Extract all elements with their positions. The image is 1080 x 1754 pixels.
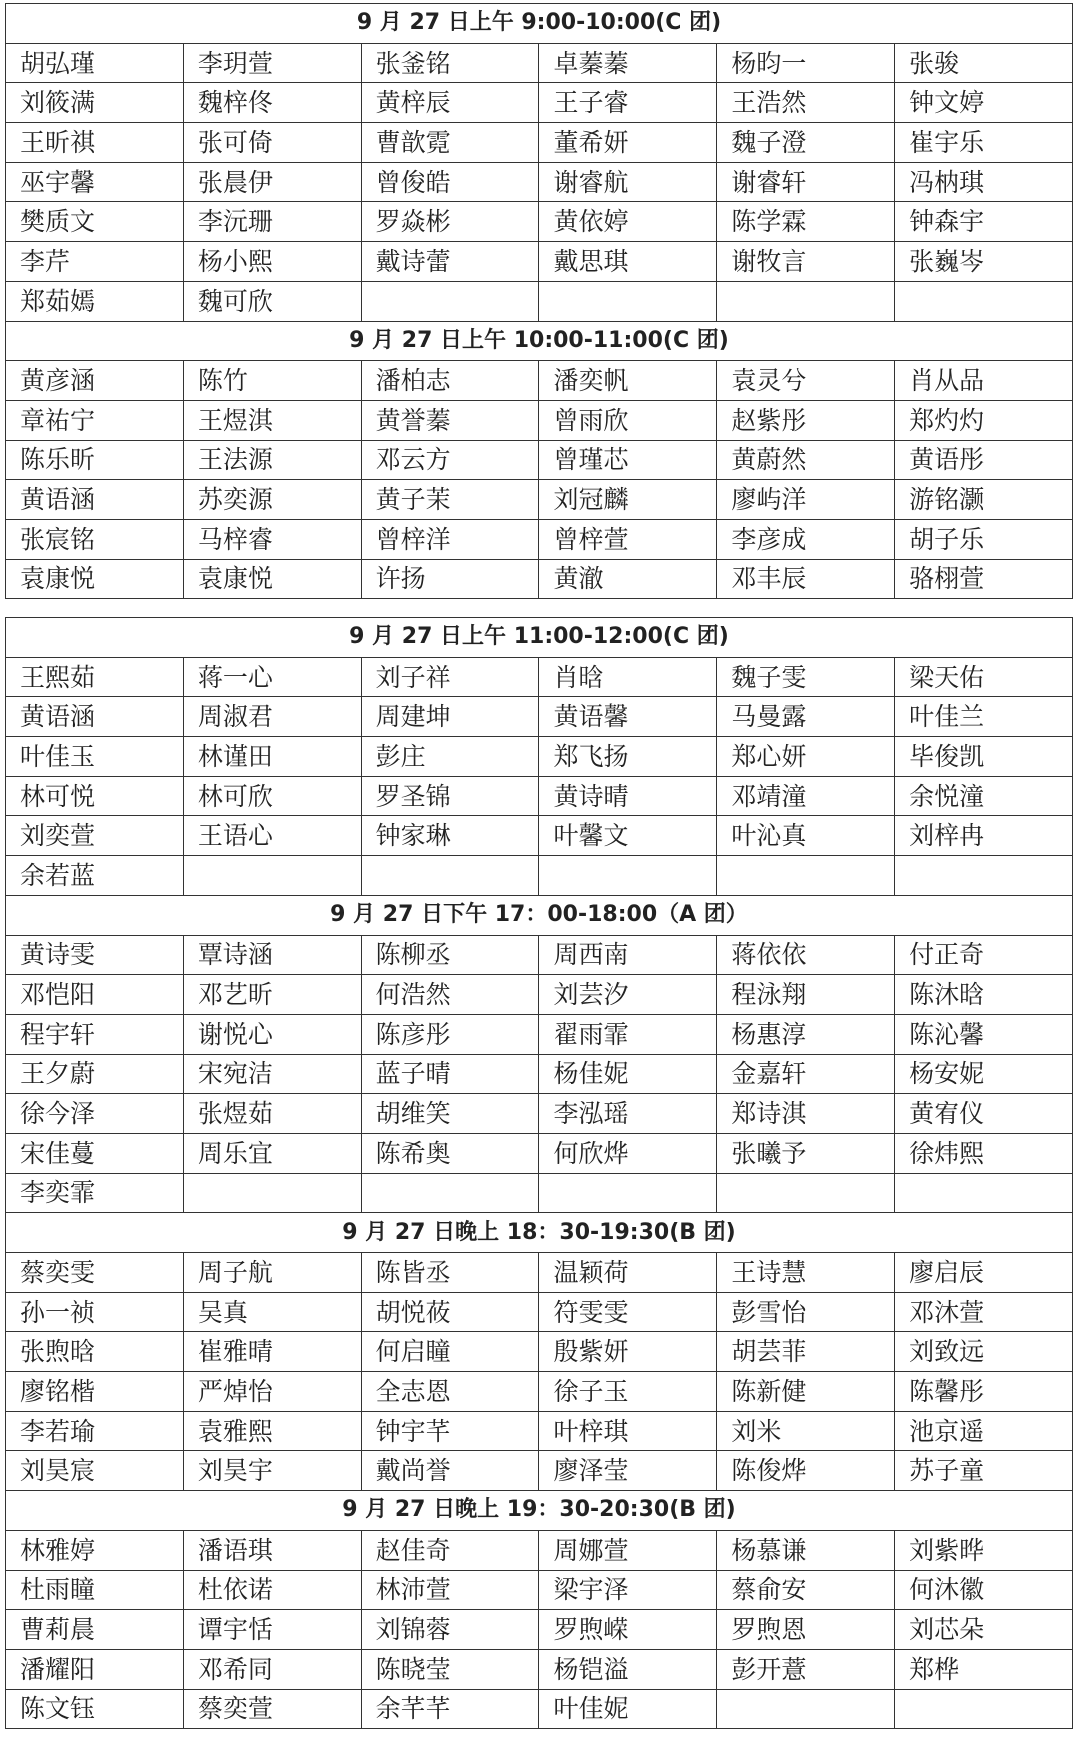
- name-cell: 梁宇泽: [539, 1570, 717, 1610]
- name-cell: 徐今泽: [6, 1094, 184, 1134]
- name-cell: 王语心: [183, 816, 361, 856]
- name-cell: 刘子祥: [361, 657, 539, 697]
- name-cell: 池京遥: [895, 1411, 1073, 1451]
- name-cell: 蔡奕萱: [183, 1689, 361, 1729]
- name-cell: 杨佳妮: [539, 1054, 717, 1094]
- name-cell: 叶佳玉: [6, 737, 184, 777]
- name-cell: 黄子茉: [361, 480, 539, 520]
- name-cell: 邓沐萱: [895, 1292, 1073, 1332]
- name-cell: 胡子乐: [895, 519, 1073, 559]
- name-cell: 符雯雯: [539, 1292, 717, 1332]
- name-cell: 刘昊宸: [6, 1451, 184, 1491]
- table-row: [6, 400, 1073, 440]
- name-cell: 刘致远: [895, 1332, 1073, 1372]
- name-cell: 梁天佑: [895, 657, 1073, 697]
- name-cell: 张晨伊: [183, 162, 361, 202]
- table-row: [6, 1372, 1073, 1412]
- name-cell: 郑茹嫣: [6, 281, 184, 321]
- table-row: [6, 1451, 1073, 1491]
- name-cell: 邓云方: [361, 440, 539, 480]
- session-header-row: [6, 1491, 1073, 1531]
- name-cell: 刘芯朵: [895, 1610, 1073, 1650]
- name-cell: 戴诗蕾: [361, 242, 539, 282]
- name-cell: 陈沁馨: [895, 1014, 1073, 1054]
- name-cell: 罗焱彬: [361, 202, 539, 242]
- name-cell: 廖屿洋: [717, 480, 895, 520]
- session-header-row: [6, 618, 1073, 658]
- name-cell: 张煦晗: [6, 1332, 184, 1372]
- name-cell: [895, 1689, 1073, 1729]
- table-row: [6, 816, 1073, 856]
- session-title: 9 月 27 日上午 10:00-11:00(C 团): [6, 321, 1073, 361]
- name-cell: 王夕蔚: [6, 1054, 184, 1094]
- name-cell: 苏子童: [895, 1451, 1073, 1491]
- name-cell: 魏子雯: [717, 657, 895, 697]
- name-cell: 刘芸汐: [539, 975, 717, 1015]
- name-cell: 曾梓洋: [361, 519, 539, 559]
- name-cell: 徐子玉: [539, 1372, 717, 1412]
- name-cell: 陈乐昕: [6, 440, 184, 480]
- name-cell: 曹莉晨: [6, 1610, 184, 1650]
- table-row: [6, 1014, 1073, 1054]
- name-cell: 谢睿轩: [717, 162, 895, 202]
- name-cell: 黄澈: [539, 559, 717, 599]
- table-row: [6, 657, 1073, 697]
- table-row: [6, 43, 1073, 83]
- name-cell: 魏梓佟: [183, 83, 361, 123]
- name-cell: 杨铠溢: [539, 1649, 717, 1689]
- table-row: [6, 1689, 1073, 1729]
- name-cell: 罗圣锦: [361, 776, 539, 816]
- name-cell: 袁康悦: [6, 559, 184, 599]
- table-row: [6, 202, 1073, 242]
- roster-table-group-1: [5, 3, 1073, 599]
- name-cell: 潘奕帆: [539, 361, 717, 401]
- name-cell: 黄语涵: [6, 480, 184, 520]
- name-cell: 黄语馨: [539, 697, 717, 737]
- name-cell: [717, 1689, 895, 1729]
- name-cell: 刘米: [717, 1411, 895, 1451]
- name-cell: 何沐徽: [895, 1570, 1073, 1610]
- name-cell: 张骏: [895, 43, 1073, 83]
- name-cell: 杨昀一: [717, 43, 895, 83]
- name-cell: 李奕霏: [6, 1173, 184, 1213]
- name-cell: 刘筱满: [6, 83, 184, 123]
- roster-table-group-2: [5, 617, 1073, 1729]
- name-cell: 陈彦彤: [361, 1014, 539, 1054]
- name-cell: 周娜萱: [539, 1530, 717, 1570]
- name-cell: 林可悦: [6, 776, 184, 816]
- name-cell: 宋宛洁: [183, 1054, 361, 1094]
- name-cell: 崔宇乐: [895, 123, 1073, 163]
- name-cell: [717, 856, 895, 896]
- name-cell: 林雅婷: [6, 1530, 184, 1570]
- name-cell: 廖泽莹: [539, 1451, 717, 1491]
- name-cell: 邓恺阳: [6, 975, 184, 1015]
- name-cell: 余芊芊: [361, 1689, 539, 1729]
- table-row: [6, 1610, 1073, 1650]
- name-cell: 宋佳蔓: [6, 1133, 184, 1173]
- name-cell: 孙一祯: [6, 1292, 184, 1332]
- name-cell: 肖晗: [539, 657, 717, 697]
- name-cell: 张宸铭: [6, 519, 184, 559]
- table-row: [6, 440, 1073, 480]
- name-cell: 陈俊烨: [717, 1451, 895, 1491]
- table-row: [6, 519, 1073, 559]
- name-cell: 杜依诺: [183, 1570, 361, 1610]
- name-cell: 钟家琳: [361, 816, 539, 856]
- name-cell: 李芹: [6, 242, 184, 282]
- name-cell: 郑灼灼: [895, 400, 1073, 440]
- name-cell: 黄彦涵: [6, 361, 184, 401]
- name-cell: 刘梓冉: [895, 816, 1073, 856]
- name-cell: 曾雨欣: [539, 400, 717, 440]
- name-cell: 游铭灏: [895, 480, 1073, 520]
- name-cell: [183, 856, 361, 896]
- name-cell: 程泳翔: [717, 975, 895, 1015]
- name-cell: 谢睿航: [539, 162, 717, 202]
- table-row: [6, 1570, 1073, 1610]
- name-cell: 王诗慧: [717, 1253, 895, 1293]
- name-cell: 杨惠淳: [717, 1014, 895, 1054]
- name-cell: [717, 281, 895, 321]
- name-cell: 何启瞳: [361, 1332, 539, 1372]
- name-cell: 殷紫妍: [539, 1332, 717, 1372]
- name-cell: [895, 856, 1073, 896]
- session-header-row: [6, 4, 1073, 44]
- name-cell: 严焯怡: [183, 1372, 361, 1412]
- name-cell: 谢牧言: [717, 242, 895, 282]
- session-header-row: [6, 321, 1073, 361]
- name-cell: 周子航: [183, 1253, 361, 1293]
- name-cell: 巫宇馨: [6, 162, 184, 202]
- name-cell: 郑桦: [895, 1649, 1073, 1689]
- name-cell: 王煜淇: [183, 400, 361, 440]
- name-cell: 黄梓辰: [361, 83, 539, 123]
- name-cell: 张曦予: [717, 1133, 895, 1173]
- name-cell: 邓丰辰: [717, 559, 895, 599]
- table-row: [6, 1649, 1073, 1689]
- name-cell: 赵紫彤: [717, 400, 895, 440]
- name-cell: 陈竹: [183, 361, 361, 401]
- table-row: [6, 83, 1073, 123]
- name-cell: 陈晓莹: [361, 1649, 539, 1689]
- name-cell: 董希妍: [539, 123, 717, 163]
- name-cell: 刘紫晔: [895, 1530, 1073, 1570]
- name-cell: 黄语彤: [895, 440, 1073, 480]
- name-cell: 彭庄: [361, 737, 539, 777]
- name-cell: 郑心妍: [717, 737, 895, 777]
- name-cell: 曾瑾芯: [539, 440, 717, 480]
- name-cell: 叶佳妮: [539, 1689, 717, 1729]
- name-cell: 刘昊宇: [183, 1451, 361, 1491]
- name-cell: 肖从品: [895, 361, 1073, 401]
- name-cell: 曾俊皓: [361, 162, 539, 202]
- name-cell: 潘耀阳: [6, 1649, 184, 1689]
- name-cell: 曹歆霓: [361, 123, 539, 163]
- table-row: [6, 1292, 1073, 1332]
- name-cell: 彭雪怡: [717, 1292, 895, 1332]
- name-cell: [361, 856, 539, 896]
- name-cell: 叶梓琪: [539, 1411, 717, 1451]
- name-cell: 卓蓁蓁: [539, 43, 717, 83]
- name-cell: 余悦潼: [895, 776, 1073, 816]
- name-cell: 马曼露: [717, 697, 895, 737]
- name-cell: 钟宇芊: [361, 1411, 539, 1451]
- name-cell: 王子睿: [539, 83, 717, 123]
- table-row: [6, 697, 1073, 737]
- name-cell: 林谨田: [183, 737, 361, 777]
- name-cell: 陈文钰: [6, 1689, 184, 1729]
- table-row: [6, 480, 1073, 520]
- name-cell: 张煜茹: [183, 1094, 361, 1134]
- name-cell: 林沛萱: [361, 1570, 539, 1610]
- session-header-row: [6, 895, 1073, 935]
- name-cell: 郑飞扬: [539, 737, 717, 777]
- name-cell: 黄宥仪: [895, 1094, 1073, 1134]
- name-cell: 黄诗晴: [539, 776, 717, 816]
- name-cell: 周西南: [539, 935, 717, 975]
- name-cell: [361, 281, 539, 321]
- name-cell: 陈新健: [717, 1372, 895, 1412]
- session-title: 9 月 27 日下午 17：00-18:00（A 团）: [6, 895, 1073, 935]
- name-cell: 李玥萱: [183, 43, 361, 83]
- name-cell: 余若蓝: [6, 856, 184, 896]
- table-row: [6, 1054, 1073, 1094]
- name-cell: 杨小熙: [183, 242, 361, 282]
- name-cell: 苏奕源: [183, 480, 361, 520]
- name-cell: 谭宇恬: [183, 1610, 361, 1650]
- name-cell: [895, 1173, 1073, 1213]
- name-cell: 章祐宁: [6, 400, 184, 440]
- name-cell: 叶馨文: [539, 816, 717, 856]
- roster-table: [5, 617, 1073, 1729]
- name-cell: 吴真: [183, 1292, 361, 1332]
- name-cell: 刘冠麟: [539, 480, 717, 520]
- name-cell: [539, 281, 717, 321]
- name-cell: 张釜铭: [361, 43, 539, 83]
- name-cell: 周淑君: [183, 697, 361, 737]
- name-cell: 黄誉蓁: [361, 400, 539, 440]
- name-cell: 刘奕萱: [6, 816, 184, 856]
- session-title: 9 月 27 日上午 9:00-10:00(C 团): [6, 4, 1073, 44]
- table-row: [6, 935, 1073, 975]
- roster-table: [5, 3, 1073, 599]
- name-cell: 徐炜熙: [895, 1133, 1073, 1173]
- name-cell: 叶沁真: [717, 816, 895, 856]
- name-cell: 崔雅晴: [183, 1332, 361, 1372]
- name-cell: 骆栩萱: [895, 559, 1073, 599]
- name-cell: 蒋依依: [717, 935, 895, 975]
- session-title: 9 月 27 日晚上 18：30-19:30(B 团): [6, 1213, 1073, 1253]
- name-cell: 覃诗涵: [183, 935, 361, 975]
- name-cell: 邓艺昕: [183, 975, 361, 1015]
- name-cell: 陈皆丞: [361, 1253, 539, 1293]
- name-cell: [895, 281, 1073, 321]
- name-cell: 钟森宇: [895, 202, 1073, 242]
- name-cell: 黄诗雯: [6, 935, 184, 975]
- name-cell: 罗煦恩: [717, 1610, 895, 1650]
- table-row: [6, 242, 1073, 282]
- table-row: [6, 559, 1073, 599]
- name-cell: 陈学霖: [717, 202, 895, 242]
- name-cell: 潘语琪: [183, 1530, 361, 1570]
- table-row: [6, 361, 1073, 401]
- name-cell: 李若瑜: [6, 1411, 184, 1451]
- name-cell: 张可倚: [183, 123, 361, 163]
- name-cell: 金嘉轩: [717, 1054, 895, 1094]
- table-row: [6, 1173, 1073, 1213]
- name-cell: 谢悦心: [183, 1014, 361, 1054]
- name-cell: 何浩然: [361, 975, 539, 1015]
- session-title: 9 月 27 日晚上 19：30-20:30(B 团): [6, 1491, 1073, 1531]
- name-cell: 温颖荷: [539, 1253, 717, 1293]
- name-cell: 廖铭楷: [6, 1372, 184, 1412]
- name-cell: 何欣烨: [539, 1133, 717, 1173]
- name-cell: 王浩然: [717, 83, 895, 123]
- table-row: [6, 1253, 1073, 1293]
- name-cell: 戴思琪: [539, 242, 717, 282]
- table-row: [6, 1133, 1073, 1173]
- name-cell: 李彦成: [717, 519, 895, 559]
- name-cell: 杜雨瞳: [6, 1570, 184, 1610]
- name-cell: 刘锦蓉: [361, 1610, 539, 1650]
- table-row: [6, 123, 1073, 163]
- name-cell: 彭开薏: [717, 1649, 895, 1689]
- name-cell: 郑诗淇: [717, 1094, 895, 1134]
- table-row: [6, 737, 1073, 777]
- table-row: [6, 975, 1073, 1015]
- name-cell: 蒋一心: [183, 657, 361, 697]
- name-cell: 黄依婷: [539, 202, 717, 242]
- session-header-row: [6, 1213, 1073, 1253]
- name-cell: 付正奇: [895, 935, 1073, 975]
- name-cell: 曾梓萱: [539, 519, 717, 559]
- name-cell: 李泓瑶: [539, 1094, 717, 1134]
- name-cell: [183, 1173, 361, 1213]
- table-row: [6, 776, 1073, 816]
- name-cell: 胡悦莜: [361, 1292, 539, 1332]
- name-cell: [539, 856, 717, 896]
- name-cell: 钟文婷: [895, 83, 1073, 123]
- name-cell: 袁雅熙: [183, 1411, 361, 1451]
- name-cell: 戴尚誉: [361, 1451, 539, 1491]
- name-cell: [361, 1173, 539, 1213]
- name-cell: 胡芸菲: [717, 1332, 895, 1372]
- table-row: [6, 162, 1073, 202]
- name-cell: 周乐宜: [183, 1133, 361, 1173]
- name-cell: 李沅珊: [183, 202, 361, 242]
- name-cell: 蓝子晴: [361, 1054, 539, 1094]
- name-cell: 林可欣: [183, 776, 361, 816]
- name-cell: 潘柏志: [361, 361, 539, 401]
- name-cell: 毕俊凯: [895, 737, 1073, 777]
- name-cell: 黄语涵: [6, 697, 184, 737]
- name-cell: 袁康悦: [183, 559, 361, 599]
- name-cell: 杨安妮: [895, 1054, 1073, 1094]
- name-cell: 陈沐晗: [895, 975, 1073, 1015]
- name-cell: 邓靖潼: [717, 776, 895, 816]
- name-cell: 翟雨霏: [539, 1014, 717, 1054]
- name-cell: 王法源: [183, 440, 361, 480]
- name-cell: 陈柳丞: [361, 935, 539, 975]
- name-cell: 魏子澄: [717, 123, 895, 163]
- name-cell: 杨慕谦: [717, 1530, 895, 1570]
- table-row: [6, 1332, 1073, 1372]
- name-cell: [717, 1173, 895, 1213]
- name-cell: 程宇轩: [6, 1014, 184, 1054]
- name-cell: 罗煦嵘: [539, 1610, 717, 1650]
- name-cell: 张巍岑: [895, 242, 1073, 282]
- name-cell: 黄蔚然: [717, 440, 895, 480]
- table-row: [6, 281, 1073, 321]
- name-cell: 王熙茹: [6, 657, 184, 697]
- name-cell: 陈希奥: [361, 1133, 539, 1173]
- table-row: [6, 1530, 1073, 1570]
- name-cell: 冯枘琪: [895, 162, 1073, 202]
- name-cell: 胡弘瑾: [6, 43, 184, 83]
- name-cell: 樊质文: [6, 202, 184, 242]
- name-cell: 许扬: [361, 559, 539, 599]
- name-cell: 蔡俞安: [717, 1570, 895, 1610]
- name-cell: 全志恩: [361, 1372, 539, 1412]
- name-cell: 赵佳奇: [361, 1530, 539, 1570]
- session-title: 9 月 27 日上午 11:00-12:00(C 团): [6, 618, 1073, 658]
- name-cell: 周建坤: [361, 697, 539, 737]
- name-cell: 王昕祺: [6, 123, 184, 163]
- name-cell: 叶佳兰: [895, 697, 1073, 737]
- table-row: [6, 856, 1073, 896]
- table-row: [6, 1411, 1073, 1451]
- name-cell: 邓希同: [183, 1649, 361, 1689]
- name-cell: 陈馨彤: [895, 1372, 1073, 1412]
- name-cell: 魏可欣: [183, 281, 361, 321]
- name-cell: 廖启辰: [895, 1253, 1073, 1293]
- name-cell: 袁灵兮: [717, 361, 895, 401]
- name-cell: 马梓睿: [183, 519, 361, 559]
- table-row: [6, 1094, 1073, 1134]
- name-cell: 胡维笑: [361, 1094, 539, 1134]
- name-cell: 蔡奕雯: [6, 1253, 184, 1293]
- name-cell: [539, 1173, 717, 1213]
